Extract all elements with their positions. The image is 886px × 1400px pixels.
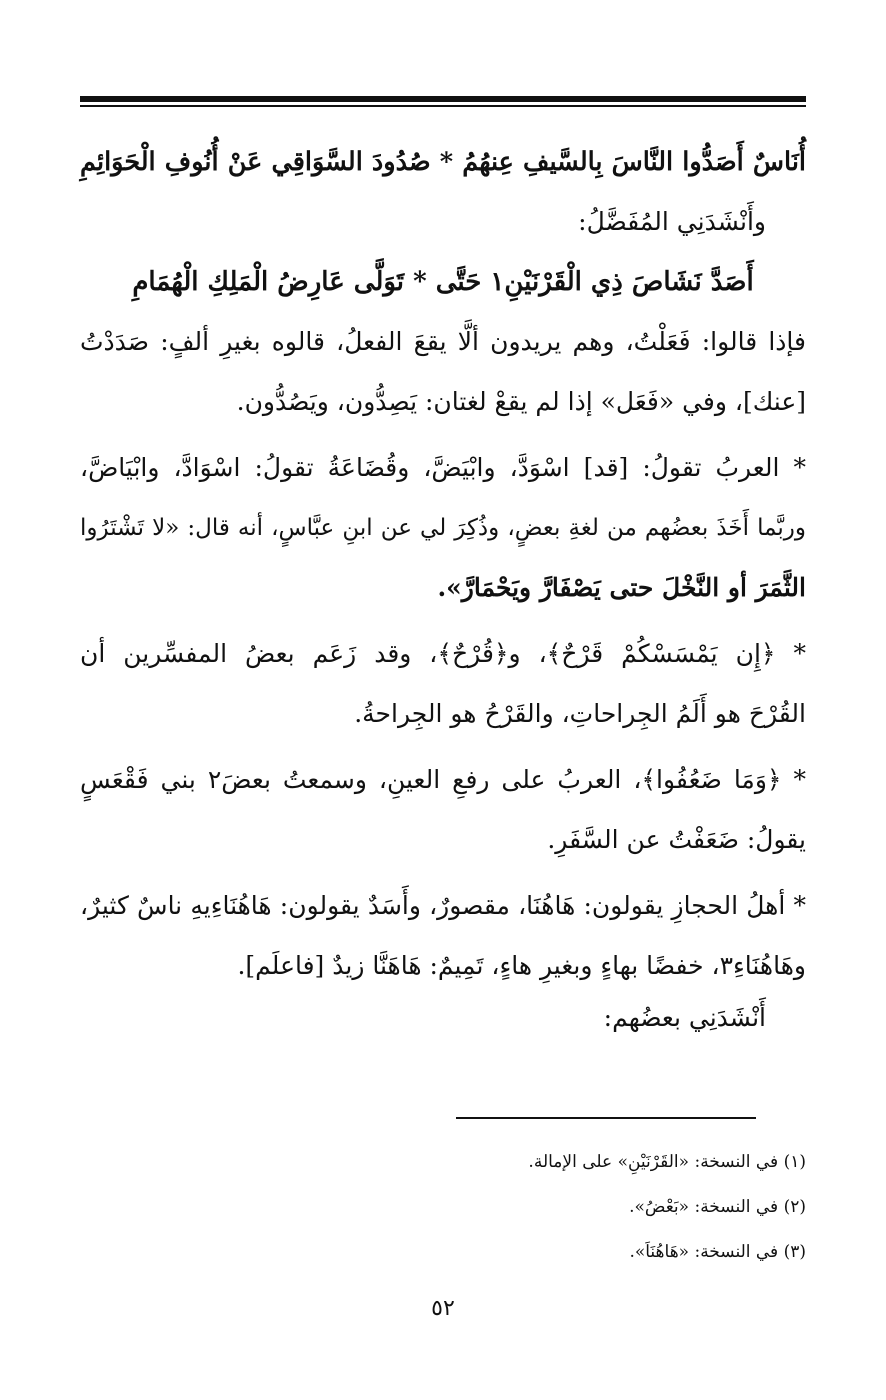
header-rule-thick	[80, 96, 806, 102]
paragraph-line: * أهلُ الحجازِ يقولون: هَاهُنَا، مقصورٌ، وأَسَدٌ يقولون: هَاهُنَاءِيهِ ناسٌ كثيرٌ،	[80, 891, 806, 920]
paragraph-line: فإذا قالوا: فَعَلْتُ، وهم يريدون ألَّا يقعَ الفعلُ، قالوه بغيرِ ألفٍ: صَدَدْتُ	[80, 327, 806, 356]
paragraph-line: وهَاهُنَاءِ٣، خفضًا بهاءٍ وبغيرِ هاءٍ، تَمِيمٌ: هَاهَنَّا زيدٌ [فاعلَم].	[237, 951, 806, 980]
paragraph-line: * العربُ تقولُ: [قد] اسْوَدَّ، وابْيَضَّ، وقُضَاعَةُ تقولُ: اسْوَادَّ، وابْيَاضَّ،	[80, 453, 806, 482]
verse-line: أَصَدَّ نَشَاصَ ذِي الْقَرْنَيْنِ١ حَتَّى * تَوَلَّى عَارِضُ الْمَلِكِ الْهُمَامِ	[132, 267, 754, 297]
paragraph-line: القُرْحَ هو أَلَمُ الجِراحاتِ، والقَرْحُ هو الجِراحةُ.	[354, 699, 806, 728]
verse-intro: وأَنْشَدَنِي المُفَضَّلُ:	[578, 207, 766, 236]
verse-intro: أَنْشَدَنِي بعضُهم:	[603, 1003, 766, 1032]
footnotes	[80, 1140, 806, 1275]
paragraph-line: وربَّما أَخَذَ بعضُهم من لغةِ بعضٍ، وذُكِرَ لي عن ابنِ عبَّاسٍ، أنه قال: «لا تَشْتَرُوا	[80, 515, 806, 541]
verse-line: أُنَاسٌ أَصَدُّوا النَّاسَ بِالسَّيفِ عِنهُمُ * صُدُودَ السَّوَاقِي عَنْ أُنُوفِ الْحَوَائِمِ	[80, 147, 806, 177]
paragraph-line: [عنك]، وفي «فَعَل» إذا لم يقعْ لغتان: يَصِدُّون، ويَصُدُّون.	[236, 387, 806, 416]
page-number: ٥٢	[431, 1296, 455, 1321]
paragraph-line: الثَّمَرَ أو النَّخْلَ حتى يَصْفَارَّ ويَحْمَارَّ».	[437, 573, 806, 602]
paragraph-line: * ﴿إِن يَمْسَسْكُمْ قَرْحٌ﴾، و﴿قُرْحٌ﴾، وقد زَعَم بعضُ المفسِّرين أن	[80, 639, 806, 668]
footnote: (٣) في النسخة: «هَاهُنَاَ».	[629, 1242, 806, 1262]
footnote-separator	[456, 1117, 756, 1119]
footnote: (١) في النسخة: «القَرْنَيْنِ» على الإمالة.	[528, 1152, 806, 1172]
paragraph-line: * ﴿وَمَا ضَعُفُوا﴾، العربُ على رفعِ العينِ، وسمعتُ بعضَ٢ بني فَقْعَسٍ	[80, 765, 807, 794]
main-text	[80, 132, 806, 1040]
paragraph-line: يقولُ: ضَعَفْتُ عن السَّفَرِ.	[547, 825, 806, 854]
header-rule-thin	[80, 105, 806, 107]
footnote: (٢) في النسخة: «بَعْضُ».	[629, 1197, 806, 1217]
